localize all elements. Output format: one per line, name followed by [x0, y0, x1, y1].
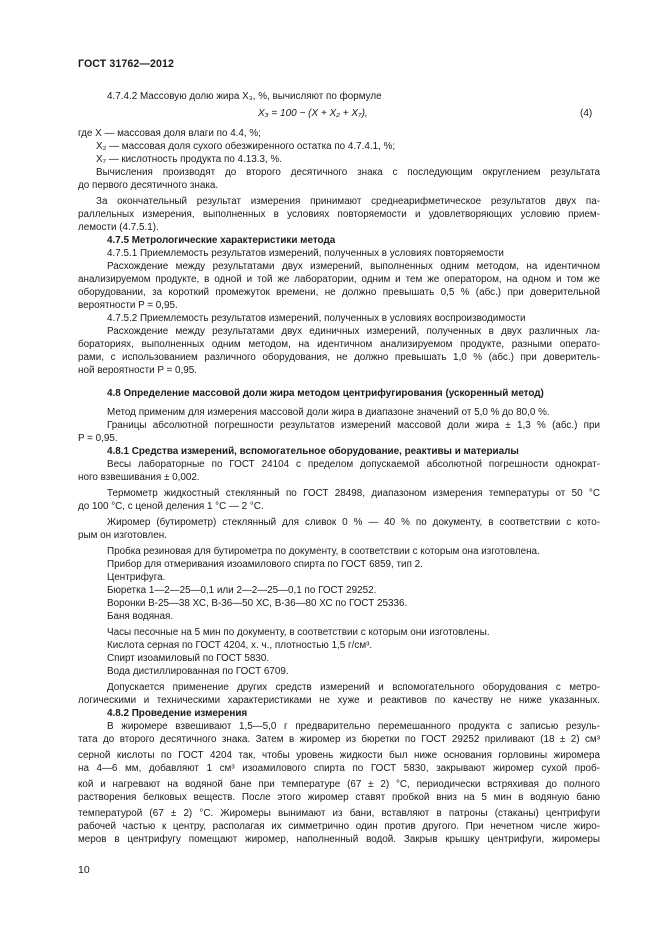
paragraph-line: лемости (4.7.5.1). [78, 222, 159, 233]
paragraph-line: Бюретка 1—2—25—0,1 или 2—2—25—0,1 по ГОСТ 29252. [107, 585, 377, 596]
paragraph-line: Пробка резиновая для бутирометра по документу, в соответствии с которым она изготовлена. [107, 546, 540, 557]
paragraph-line: Вычисления производят до второго десятичного знака с последующим округлением результата [96, 167, 600, 178]
paragraph-line: анализируемом продукте, в одной и той же лаборатории, одним и тем же оператором, на одном и том же [78, 274, 600, 285]
paragraph-line: Воронки В-25—38 ХС, В-36—50 ХС, В-36—80 ХС по ГОСТ 25336. [107, 598, 408, 609]
section-heading: 4.8.1 Средства измерений, вспомогательное оборудование, реактивы и материалы [107, 446, 519, 457]
paragraph-line: Жиромер (бутирометр) стеклянный для сливок 0 % — 40 % по документу, в соответствии с кото- [107, 517, 600, 528]
paragraph-line: растворения белковых веществ. После этого жиромер ставят пробкой вниз на 5 мин в водяную баню [78, 792, 600, 803]
paragraph-line: ной вероятности P = 0,95. [78, 365, 197, 376]
paragraph-line: Метод применим для измерения массовой доли жира в диапазоне значений от 5,0 % до 80,0 %. [107, 407, 550, 418]
paragraph-line: до 100 °С, с ценой деления 1 °С — 2 °С. [78, 501, 264, 512]
paragraph-line: Вода дистиллированная по ГОСТ 6709. [107, 666, 289, 677]
paragraph-line: Прибор для отмеривания изоамилового спирта по ГОСТ 6859, тип 2. [107, 559, 423, 570]
paragraph-line: ного взвешивания ± 0,002. [78, 472, 200, 483]
formula: X₃ = 100 − (X + X₂ + X₇), [258, 108, 368, 119]
paragraph-line: рым он изготовлен. [78, 530, 167, 541]
paragraph-line: Центрифуга. [107, 572, 166, 583]
paragraph-line: тата до второго десятичного знака. Затем в жиромер из бюретки по ГОСТ 29252 приливают (18 ± 2) см³ [78, 734, 600, 745]
paragraph-line: Спирт изоамиловый по ГОСТ 5830. [107, 653, 270, 664]
paragraph-line: Расхождение между результатами двух единичных измерений, полученных в двух различных ла- [107, 326, 600, 337]
paragraph-line: Границы абсолютной погрешности результатов измерений массовой доли жира ± 1,3 % (абс.) при [107, 420, 600, 431]
paragraph-line: 4.7.4.2 Массовую долю жира X₃, %, вычисляют по формуле [107, 91, 382, 102]
paragraph-line: Допускается применение других средств измерений и вспомогательного оборудования с метро- [107, 682, 600, 693]
paragraph-line: рабочей частью к центру, располагая их симметрично один против другого. При нечетном числе жиро- [78, 821, 600, 832]
paragraph-line: кой и нагревают на водяной бане при температуре (67 ± 2) °С, периодически встряхивая до полного [78, 779, 600, 790]
paragraph-line: Расхождение между результатами двух измерений, выполненных одним методом, на идентичном [107, 261, 600, 272]
section-heading: 4.7.5 Метрологические характеристики метода [107, 235, 336, 246]
section-heading: 4.8.2 Проведение измерения [107, 708, 248, 719]
paragraph-line: Часы песочные на 5 мин по документу, в соответствии с которым они изготовлены. [107, 627, 490, 638]
paragraph-line: Кислота серная по ГОСТ 4204, х. ч., плотностью 1,5 г/см³. [107, 640, 373, 651]
paragraph-line: бораториях, выполненных одним методом, на идентичном анализируемом продукте, разными операто- [78, 339, 600, 350]
paragraph-line: до первого десятичного знака. [78, 180, 219, 191]
paragraph-line: логическими и техническими характеристиками не хуже и реактивов по качеству не ниже указанных. [78, 695, 600, 706]
paragraph-line: меров в центрифугу помещают жиромер, наполненный водой. Закрыв крышку центрифуги, жиромеры [78, 834, 600, 845]
section-heading: 4.8 Определение массовой доли жира методом центрифугирования (ускоренный метод) [107, 388, 544, 399]
paragraph-line: 4.7.5.1 Приемлемость результатов измерений, полученных в условиях повторяемости [107, 248, 504, 259]
paragraph-line: температурой (67 ± 2) °С. Жиромеры вынимают из бани, вставляют в патроны (стаканы) центрифуги [78, 808, 600, 819]
paragraph-line: Весы лабораторные по ГОСТ 24104 с пределом допускаемой абсолютной погрешности однократ- [107, 459, 600, 470]
paragraph-line: рами, с использованием различного оборудования, не должно превышать 1,0 % (абс.) при доверитель- [78, 352, 600, 363]
paragraph-line: вероятности P = 0,95. [78, 300, 178, 311]
paragraph-line: X₇ — кислотность продукта по 4.13.3, %. [96, 154, 283, 165]
paragraph-line: P = 0,95. [78, 433, 118, 444]
paragraph-line: 4.7.5.2 Приемлемость результатов измерений, полученных в условиях воспроизводимости [107, 313, 526, 324]
paragraph-line: серной кислоты по ГОСТ 4204 так, чтобы уровень жидкости был ниже основания горловины жиромера [78, 750, 600, 761]
paragraph-line: раллельных измерения, выполненных в условиях повторяемости и удовлетворяющих условию прием- [78, 209, 600, 220]
paragraph-line: За окончательный результат измерения принимают среднеарифметическое результатов двух па- [96, 196, 600, 207]
paragraph-line: Термометр жидкостный стеклянный по ГОСТ 28498, диапазоном измерения температуры от 50 °С [107, 488, 600, 499]
equation-number: (4) [580, 108, 593, 119]
document-header: ГОСТ 31762—2012 [78, 58, 175, 70]
page-number: 10 [78, 864, 90, 876]
paragraph-line: Баня водяная. [107, 611, 174, 622]
paragraph-line: X₂ — массовая доля сухого обезжиренного остатка по 4.7.4.1, %; [96, 141, 396, 152]
paragraph-line: на 4—6 мм, добавляют 1 см³ изоамилового спирта по ГОСТ 5830, закрывают жиромер сухой проб- [78, 763, 600, 774]
paragraph-line: В жиромере взвешивают 1,5—5,0 г предварительно перемешанного продукта с записью резуль- [107, 721, 600, 732]
paragraph-line: оборудовании, за короткий промежуток времени, не должно превышать 0,5 % (абс.) при доверительной [78, 287, 600, 298]
paragraph-line: где X — массовая доля влаги по 4.4, %; [78, 128, 261, 139]
